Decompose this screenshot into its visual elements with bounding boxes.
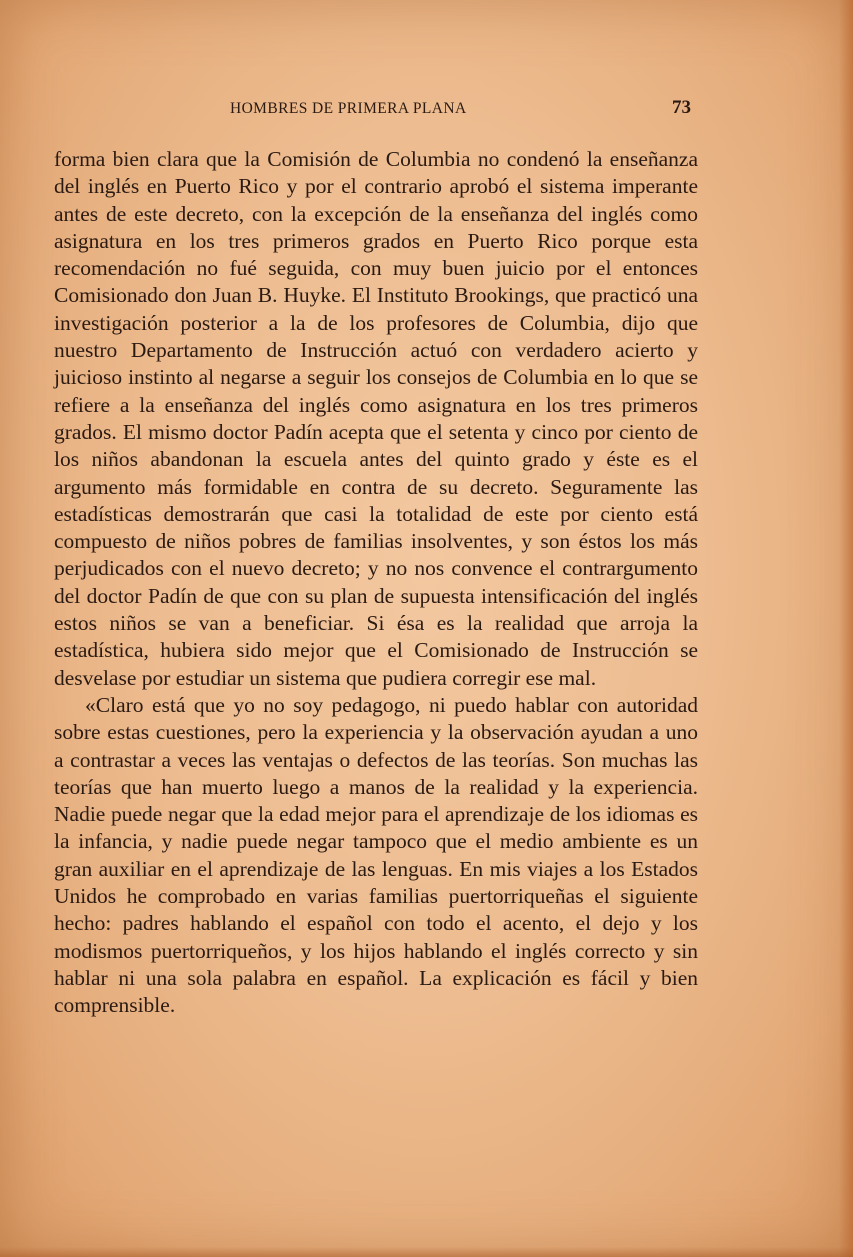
page-number: 73 bbox=[672, 97, 691, 118]
paragraph-2: «Claro está que yo no soy pedagogo, ni puedo hablar con autoridad sobre estas cuestiones, pero la experiencia y la observación ayudan a uno a contrastar a veces las ventajas o defectos de las teorías. Son muchas las teorías que han muerto luego a manos de la realidad y la experiencia. Nadie puede negar que la edad mejor para el aprendizaje de los idiomas es la infancia, y nadie puede negar tampoco que el medio ambiente es un gran auxiliar en el aprendizaje de las lenguas. En mis viajes a los Estados Unidos he comprobado en varias familias puertorriqueñas el siguiente hecho: padres hablando el español con todo el acento, el dejo y los modismos puertorriqueños, y los hijos hablando el inglés correcto y sin hablar ni una sola palabra en español. La explicación es fácil y bien comprensible. bbox=[54, 692, 698, 1018]
body-text bbox=[54, 146, 698, 1020]
page-edge-shadow-right bbox=[839, 0, 853, 1257]
page-edge-shadow-bottom bbox=[0, 1247, 853, 1257]
running-head-title: HOMBRES DE PRIMERA PLANA bbox=[230, 100, 467, 117]
paragraph-1: forma bien clara que la Comisión de Columbia no condenó la enseñanza del inglés en Puerto Rico y por el contrario aprobó el sistema imperante antes de este decreto, con la excepción de la enseñanza del inglés como asignatura en los tres primeros grados en Puerto Rico porque esta recomendación no fué seguida, con muy buen juicio por el entonces Comisionado don Juan B. Huyke. El Instituto Brookings, que practicó una investigación posterior a la de los profesores de Columbia, dijo que nuestro Departamento de Instrucción actuó con verdadero acierto y juicioso instinto al negarse a seguir los consejos de Columbia en lo que se refiere a la enseñanza del inglés como asignatura en los tres primeros grados. El mismo doctor Padín acepta que el setenta y cinco por ciento de los niños abandonan la escuela antes del quinto grado y éste es el argumento más formidable en contra de su decreto. Seguramente las estadísticas demostrarán que casi la totalidad de este por ciento está compuesto de niños pobres de familias insolventes, y son éstos los más perjudicados con el nuevo decreto; y no nos convence el contrargumento del doctor Padín de que con su plan de supuesta intensificación del inglés estos niños se van a beneficiar. Si ésa es la realidad que arroja la estadística, hubiera sido mejor que el Comisionado de Instrucción se desvelase por estudiar un sistema que pudiera corregir ese mal. bbox=[54, 147, 698, 690]
